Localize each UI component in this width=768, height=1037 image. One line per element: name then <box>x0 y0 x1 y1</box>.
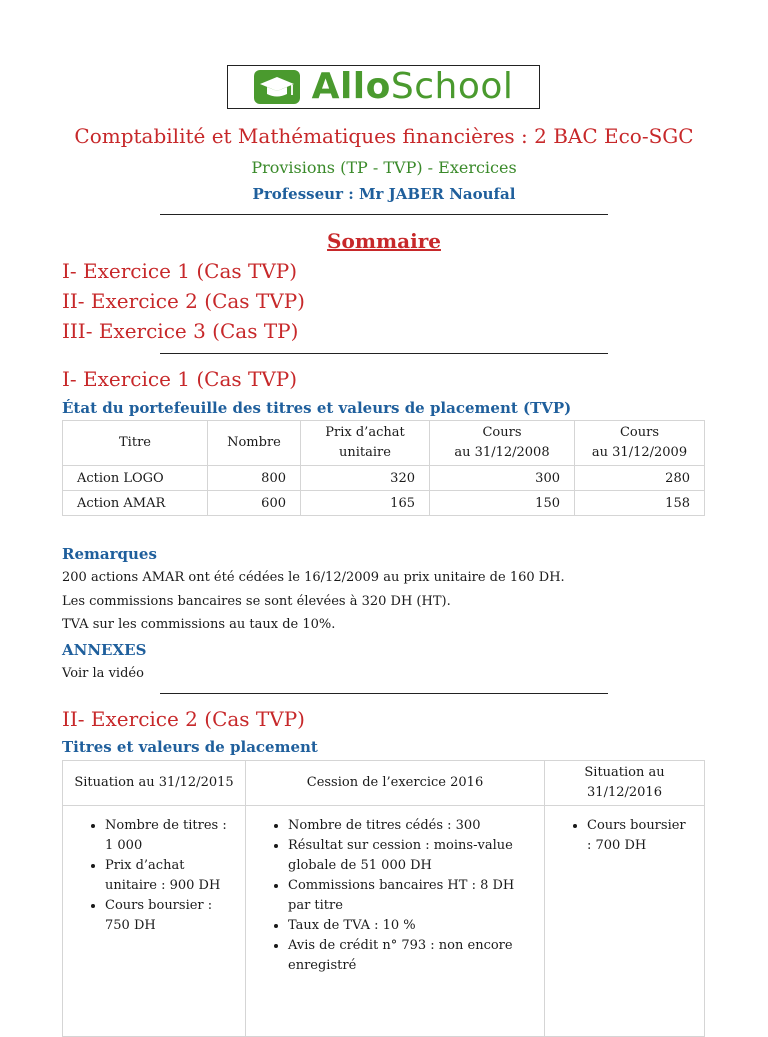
logo-text-bold: Allo <box>311 66 391 107</box>
professor-name: Professeur : Mr JABER Naoufal <box>252 185 516 203</box>
table-cell: Action LOGO <box>63 466 208 491</box>
table-cell: 150 <box>430 491 575 516</box>
sommaire-title: Sommaire <box>327 229 441 253</box>
list-item: • Nombre de titres : 1 000 <box>105 816 233 856</box>
bullet-list <box>75 816 233 936</box>
remark-text: 200 actions AMAR ont été cédées le 16/12/2009 au prix unitaire de 160 DH. <box>62 570 565 585</box>
table-cell: 600 <box>208 491 301 516</box>
remark-text: TVA sur les commissions au taux de 10%. <box>62 617 336 632</box>
list-item: • Cours boursier : 700 DH <box>587 816 692 856</box>
table-header: Cession de l’exercice 2016 <box>246 761 545 806</box>
remark-text: Les commissions bancaires se sont élevées à 320 DH (HT). <box>62 594 451 609</box>
sommaire-item-3[interactable]: III- Exercice 3 (Cas TP) <box>62 319 299 343</box>
table-row <box>63 806 705 1037</box>
annexes-link[interactable]: Voir la vidéo <box>62 666 144 681</box>
course-title: Comptabilité et Mathématiques financières : 2 BAC Eco-SGC <box>74 124 694 148</box>
sub-title: Provisions (TP - TVP) - Exercices <box>251 158 517 177</box>
table-cell: 300 <box>430 466 575 491</box>
table-header: Situation au 31/12/2016 <box>545 761 705 806</box>
table-header: Nombre <box>208 421 301 466</box>
table-header-row <box>63 421 705 466</box>
table-row <box>63 466 705 491</box>
table-header: Titre <box>63 421 208 466</box>
remarks-title: Remarques <box>62 545 157 563</box>
table-cell: 320 <box>301 466 430 491</box>
list-item: • Avis de crédit n° 793 : non encore enregistré <box>288 936 532 976</box>
placement-table <box>62 760 705 1037</box>
table-cell: 280 <box>575 466 705 491</box>
exercise2-title: II- Exercice 2 (Cas TVP) <box>62 707 305 731</box>
table-cell: 165 <box>301 491 430 516</box>
exercise2-table-title: Titres et valeurs de placement <box>62 738 318 756</box>
table-cell: 158 <box>575 491 705 516</box>
table-cell <box>63 806 246 1037</box>
list-item: • Prix d’achat unitaire : 900 DH <box>105 856 233 896</box>
divider <box>160 214 608 215</box>
bullet-list <box>557 816 692 856</box>
portfolio-table <box>62 420 705 516</box>
bullet-list <box>258 816 532 976</box>
table-row <box>63 491 705 516</box>
list-item: • Commissions bancaires HT : 8 DH par titre <box>288 876 532 916</box>
list-item: • Cours boursier : 750 DH <box>105 896 233 936</box>
table-header: Prix d’achat unitaire <box>301 421 430 466</box>
table-cell: 800 <box>208 466 301 491</box>
logo-text <box>311 66 514 107</box>
divider <box>160 353 608 354</box>
table-cell <box>246 806 545 1037</box>
table-header: Situation au 31/12/2015 <box>63 761 246 806</box>
exercise1-title: I- Exercice 1 (Cas TVP) <box>62 367 298 391</box>
graduation-cap-icon <box>254 70 300 104</box>
list-item: • Résultat sur cession : moins-value globale de 51 000 DH <box>288 836 532 876</box>
annexes-title: ANNEXES <box>62 641 147 659</box>
list-item: • Nombre de titres cédés : 300 <box>288 816 532 836</box>
sommaire-item-1[interactable]: I- Exercice 1 (Cas TVP) <box>62 259 298 283</box>
table-header-row <box>63 761 705 806</box>
divider <box>160 693 608 694</box>
logo-text-light: School <box>390 66 514 107</box>
exercise1-table-title: État du portefeuille des titres et valeurs de placement (TVP) <box>62 399 572 417</box>
table-header: Cours au 31/12/2009 <box>575 421 705 466</box>
table-header: Cours au 31/12/2008 <box>430 421 575 466</box>
sommaire-item-2[interactable]: II- Exercice 2 (Cas TVP) <box>62 289 305 313</box>
table-cell: Action AMAR <box>63 491 208 516</box>
alloschool-logo[interactable] <box>227 65 540 109</box>
list-item: • Taux de TVA : 10 % <box>288 916 532 936</box>
table-cell <box>545 806 705 1037</box>
